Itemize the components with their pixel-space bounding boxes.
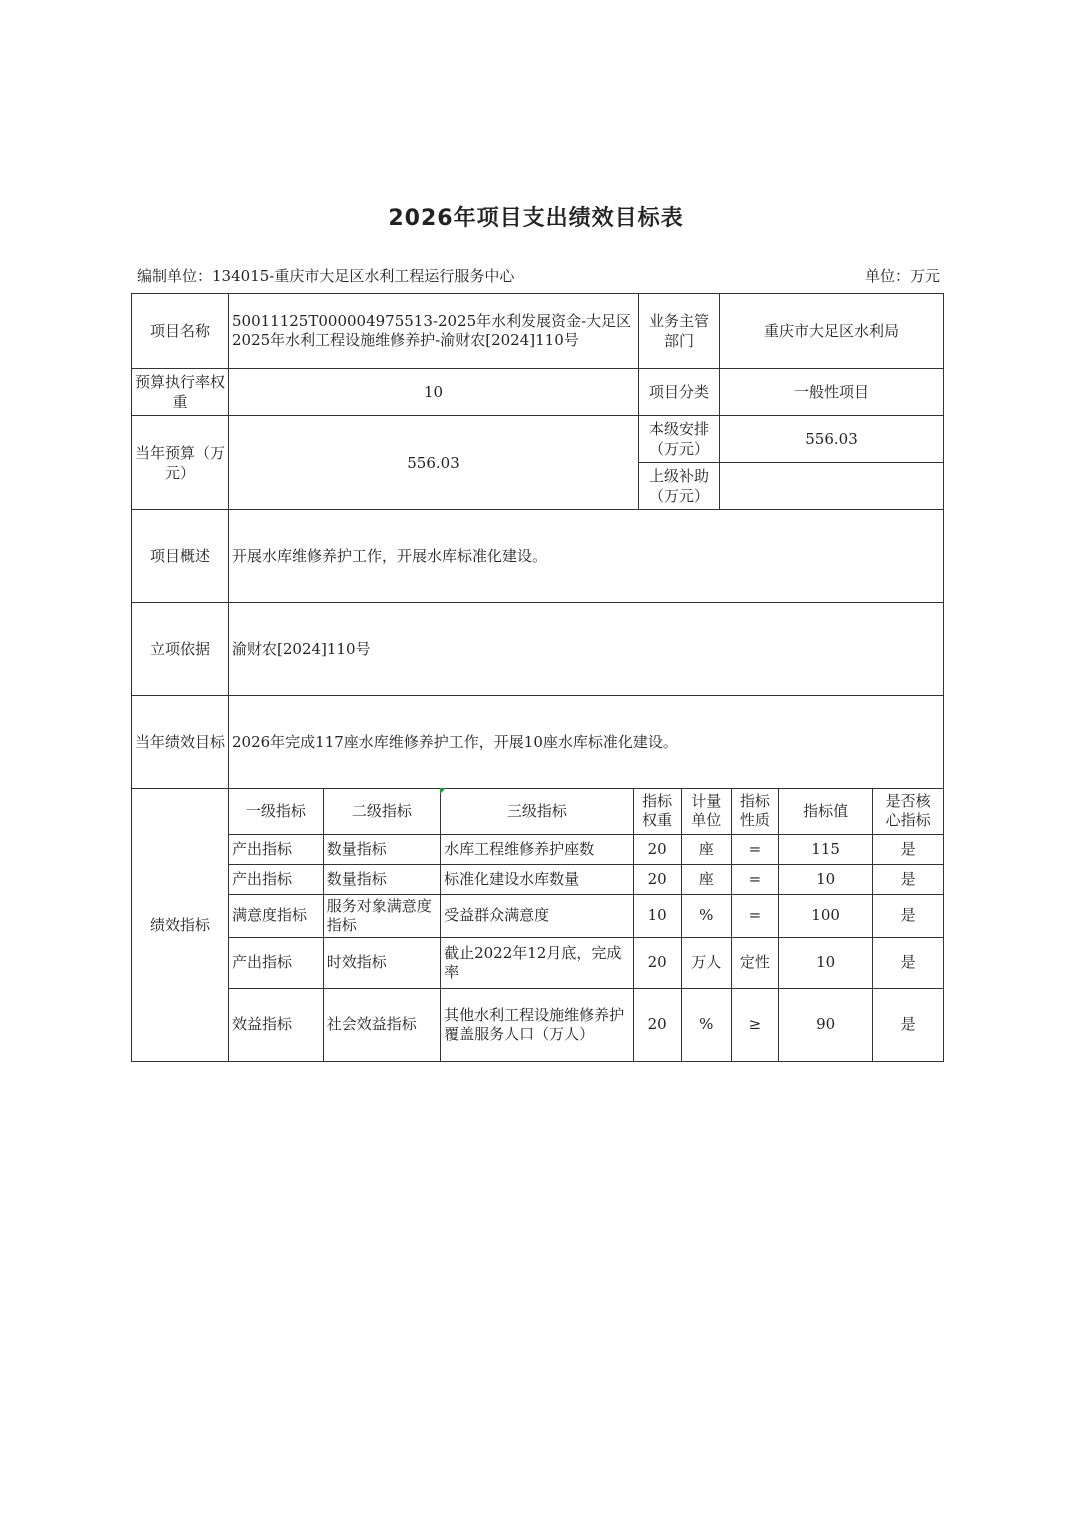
- performance-table: [131, 293, 944, 1062]
- row-level2: 服务对象满意度指标: [323, 894, 440, 937]
- subsidy-value: [720, 463, 944, 510]
- subsidy-label: 上级补助（万元）: [639, 463, 720, 510]
- budget-label: 当年预算（万元）: [132, 416, 229, 510]
- row-level1: 满意度指标: [229, 894, 323, 937]
- row-level1: 效益指标: [229, 988, 323, 1061]
- row-level3: 受益群众满意度: [441, 894, 634, 937]
- dept-value: 重庆市大足区水利局: [720, 294, 944, 369]
- row-level1: 产出指标: [229, 834, 323, 864]
- row-unit: 万人: [681, 937, 731, 988]
- table-row: [229, 834, 943, 864]
- local-label: 本级安排（万元）: [639, 416, 720, 463]
- table-row: [229, 864, 943, 894]
- row-weight: 10: [633, 894, 681, 937]
- row-core: 是: [873, 894, 943, 937]
- row-level3: 标准化建设水库数量: [441, 864, 634, 894]
- row-level3: 其他水利工程设施维修养护覆盖服务人口（万人）: [441, 988, 634, 1061]
- goal-label: 当年绩效目标: [132, 696, 229, 789]
- table-row: [229, 988, 943, 1061]
- row-core: 是: [900, 1015, 916, 1034]
- row-unit: %: [681, 894, 731, 937]
- row-value: 10: [778, 864, 872, 894]
- row-nature: =: [731, 834, 778, 864]
- header-core: 是否核心指标: [873, 789, 943, 834]
- basis-label: 立项依据: [132, 603, 229, 696]
- exec-weight-value: 10: [229, 369, 639, 416]
- header-level1: 一级指标: [229, 789, 323, 834]
- header-level2: 二级指标: [323, 789, 440, 834]
- indicators-cell: [229, 789, 944, 1062]
- row-unit: 座: [681, 864, 731, 894]
- compiling-unit-value: 134015-重庆市大足区水利工程运行服务中心: [212, 267, 515, 285]
- row-nature: 定性: [731, 937, 778, 988]
- row-value: 90: [778, 988, 872, 1061]
- exec-weight-label: 预算执行率权重: [132, 369, 229, 416]
- row-core: 是: [873, 864, 943, 894]
- row-core: 是: [873, 937, 943, 988]
- local-value: 556.03: [720, 416, 944, 463]
- row-level2: 数量指标: [323, 834, 440, 864]
- overview-label: 项目概述: [132, 510, 229, 603]
- row-value: 10: [778, 937, 872, 988]
- indicator-header-row: [229, 789, 943, 834]
- row-unit: 座: [681, 834, 731, 864]
- row-weight: 20: [633, 937, 681, 988]
- row-value: 100: [778, 894, 872, 937]
- table-row: [229, 937, 943, 988]
- row-level2: 社会效益指标: [323, 988, 440, 1061]
- row-level1: 产出指标: [229, 937, 323, 988]
- category-label: 项目分类: [639, 369, 720, 416]
- indicator-table: [229, 789, 943, 1061]
- row-level3: 截止2022年12月底，完成率: [441, 937, 634, 988]
- row-weight: 20: [633, 864, 681, 894]
- header-unit: 计量单位: [681, 789, 731, 834]
- indicators-label: 绩效指标: [132, 789, 229, 1062]
- compiling-unit-label: 编制单位：: [137, 267, 213, 285]
- row-nature: =: [731, 864, 778, 894]
- header-level3: 三级指标: [441, 789, 634, 834]
- compiling-unit: [137, 265, 514, 286]
- table-row: [229, 894, 943, 937]
- row-core: 是: [873, 834, 943, 864]
- project-name-label: 项目名称: [132, 294, 229, 369]
- header-nature: 指标性质: [731, 789, 778, 834]
- header-weight: 指标权重: [633, 789, 681, 834]
- row-level2: 时效指标: [323, 937, 440, 988]
- budget-value: 556.03: [229, 416, 639, 510]
- row-value: 115: [778, 834, 872, 864]
- basis-value: 渝财农[2024]110号: [229, 603, 944, 696]
- row-unit: %: [681, 988, 731, 1061]
- header-value: 指标值: [778, 789, 872, 834]
- row-weight: 20: [633, 834, 681, 864]
- row-level2: 数量指标: [323, 864, 440, 894]
- category-value: 一般性项目: [720, 369, 944, 416]
- project-name-value: 50011125T000004975513-2025年水利发展资金-大足区2025年水利工程设施维修养护-渝财农[2024]110号: [229, 294, 639, 369]
- dept-label: 业务主管部门: [639, 294, 720, 369]
- row-weight: 20: [633, 988, 681, 1061]
- row-level1: 产出指标: [229, 864, 323, 894]
- row-nature: =: [731, 894, 778, 937]
- row-level3: 水库工程维修养护座数: [441, 834, 634, 864]
- overview-value: 开展水库维修养护工作，开展水库标准化建设。: [229, 510, 944, 603]
- goal-value: 2026年完成117座水库维修养护工作，开展10座水库标准化建设。: [229, 696, 944, 789]
- row-nature: ≥: [731, 988, 778, 1061]
- currency-unit: 单位：万元: [864, 267, 940, 285]
- cell-comment-marker: [440, 788, 446, 794]
- page-title: 2026年项目支出绩效目标表: [388, 206, 684, 231]
